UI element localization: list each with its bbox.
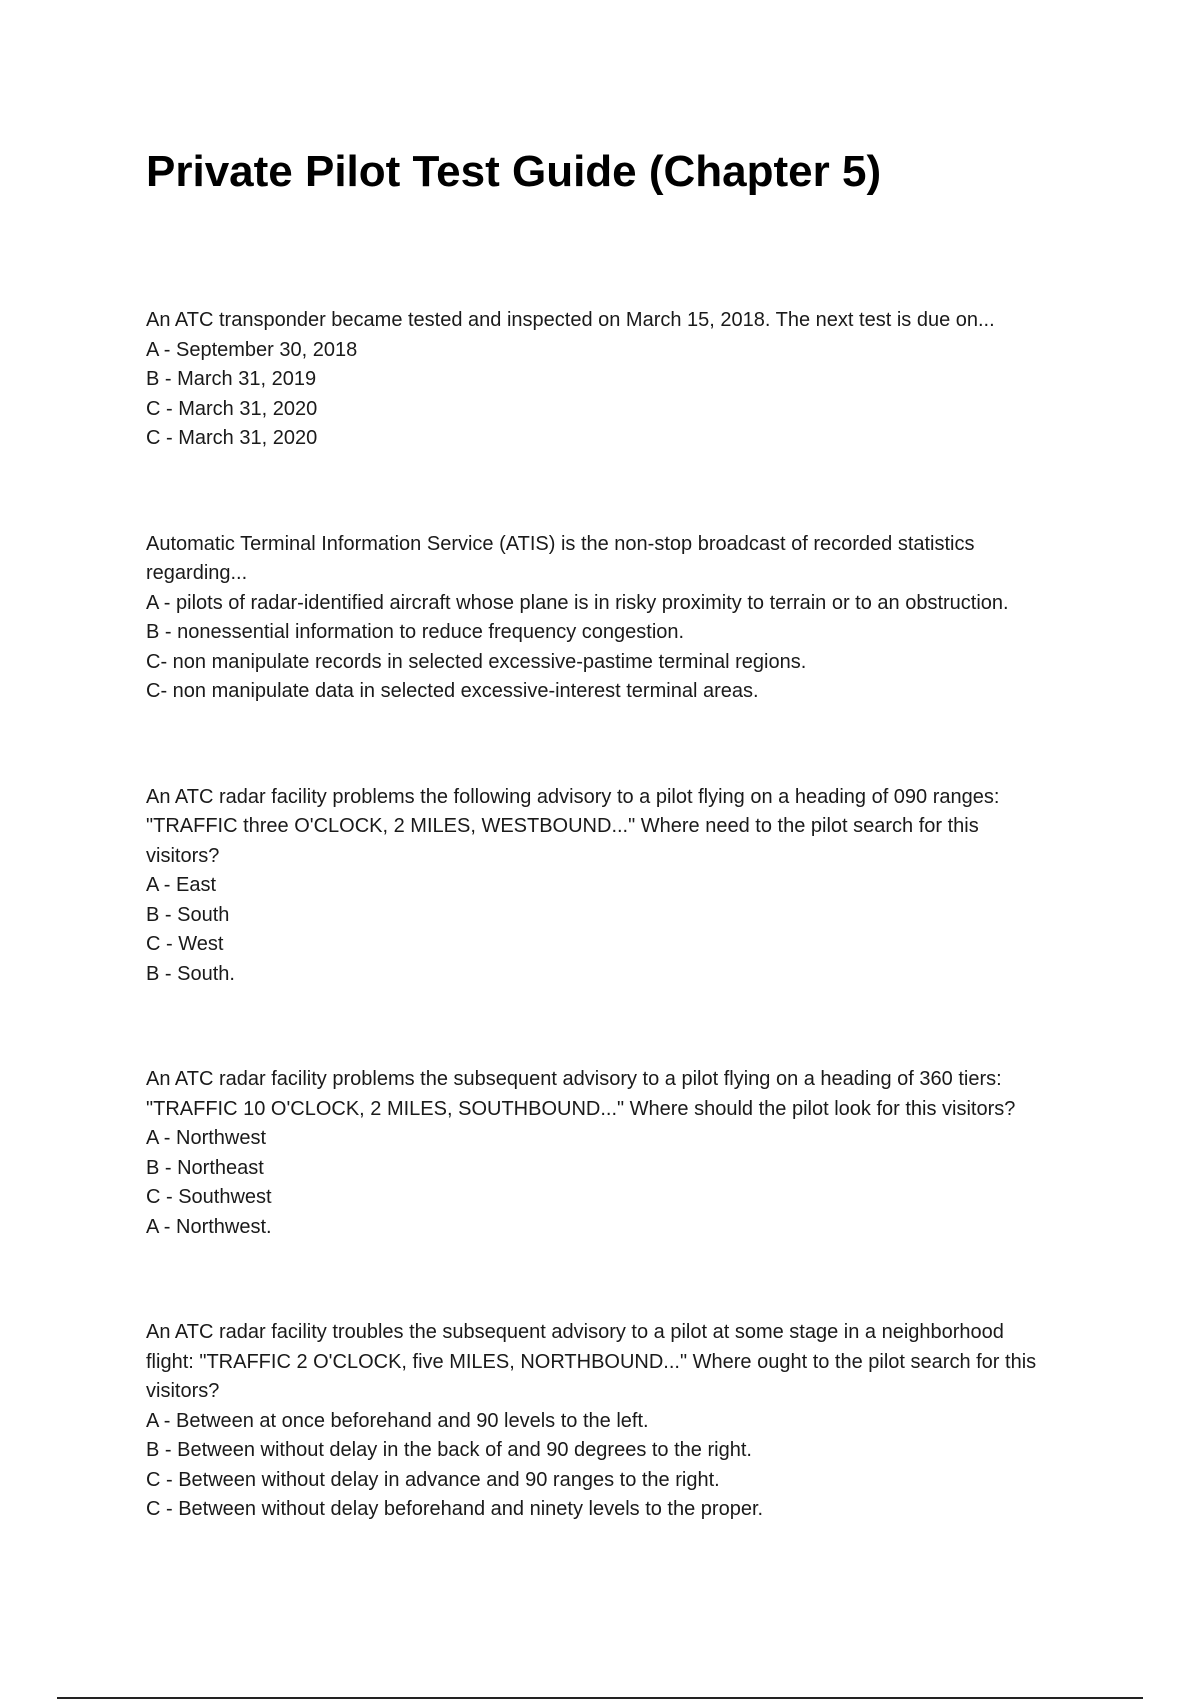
answer-options bbox=[146, 1407, 1046, 1525]
answer-option: C - Between without delay in advance and 90 ranges to the right. bbox=[146, 1468, 720, 1491]
answer-options bbox=[146, 589, 1046, 707]
question-4 bbox=[146, 1065, 1046, 1242]
answer-key: C - Between without delay beforehand and ninety levels to the proper. bbox=[146, 1498, 764, 1520]
question-text: An ATC radar facility problems the subsequent advisory to a pilot flying on a heading of 360 tiers: "TRAFFIC 10 O'CLOCK, 2 MILES, SOUTHBOUND..." Where should the pilot look for this visitors? bbox=[146, 1068, 1016, 1120]
answer-options bbox=[146, 871, 1046, 989]
answer-option: A - Between at once beforehand and 90 levels to the left. bbox=[146, 1409, 649, 1432]
answer-option: B - nonessential information to reduce frequency congestion. bbox=[146, 621, 685, 643]
answer-options bbox=[146, 336, 1046, 454]
bottom-divider bbox=[57, 1697, 1143, 1699]
question-2 bbox=[146, 530, 1046, 707]
answer-option: C - March 31, 2020 bbox=[146, 397, 318, 420]
answer-key: C - March 31, 2020 bbox=[146, 427, 318, 449]
answer-option: B - South bbox=[146, 903, 230, 926]
answer-option: A - Northwest bbox=[146, 1127, 267, 1149]
answer-option: B - Northeast bbox=[146, 1156, 264, 1179]
answer-option: A - pilots of radar-identified aircraft whose plane is in risky proximity to terrain or to an obstruction. bbox=[146, 591, 1009, 614]
question-text: An ATC transponder became tested and inspected on March 15, 2018. The next test is due on... bbox=[146, 309, 995, 331]
answer-key: A - Northwest. bbox=[146, 1215, 272, 1238]
answer-options bbox=[146, 1124, 1046, 1242]
answer-option: C- non manipulate records in selected excessive-pastime terminal regions. bbox=[146, 650, 807, 673]
question-text: An ATC radar facility problems the following advisory to a pilot flying on a heading of 090 ranges: "TRAFFIC three O'CLOCK, 2 MILES, WESTBOUND..." Where need to the pilot search for this visitors? bbox=[146, 785, 1000, 867]
answer-option: B - March 31, 2019 bbox=[146, 368, 317, 390]
page-title: Private Pilot Test Guide (Chapter 5) bbox=[146, 147, 882, 196]
answer-option: B - Between without delay in the back of and 90 degrees to the right. bbox=[146, 1439, 752, 1461]
question-list bbox=[146, 306, 1046, 1601]
answer-option: C - Southwest bbox=[146, 1186, 272, 1208]
answer-key: B - South. bbox=[146, 962, 235, 985]
answer-option: C - West bbox=[146, 933, 224, 955]
question-text: An ATC radar facility troubles the subsequent advisory to a pilot at some stage in a neighborhood flight: "TRAFFIC 2 O'CLOCK, five MILES, NORTHBOUND..." Where ought to the pilot search for this visitors? bbox=[146, 1321, 1037, 1402]
question-1 bbox=[146, 306, 1046, 454]
answer-option: A - East bbox=[146, 874, 217, 896]
question-text: Automatic Terminal Information Service (ATIS) is the non-stop broadcast of recorded statistics regarding... bbox=[146, 532, 975, 584]
question-3 bbox=[146, 783, 1046, 990]
answer-key: C- non manipulate data in selected excessive-interest terminal areas. bbox=[146, 680, 759, 702]
answer-option: A - September 30, 2018 bbox=[146, 338, 358, 361]
question-5 bbox=[146, 1318, 1046, 1525]
